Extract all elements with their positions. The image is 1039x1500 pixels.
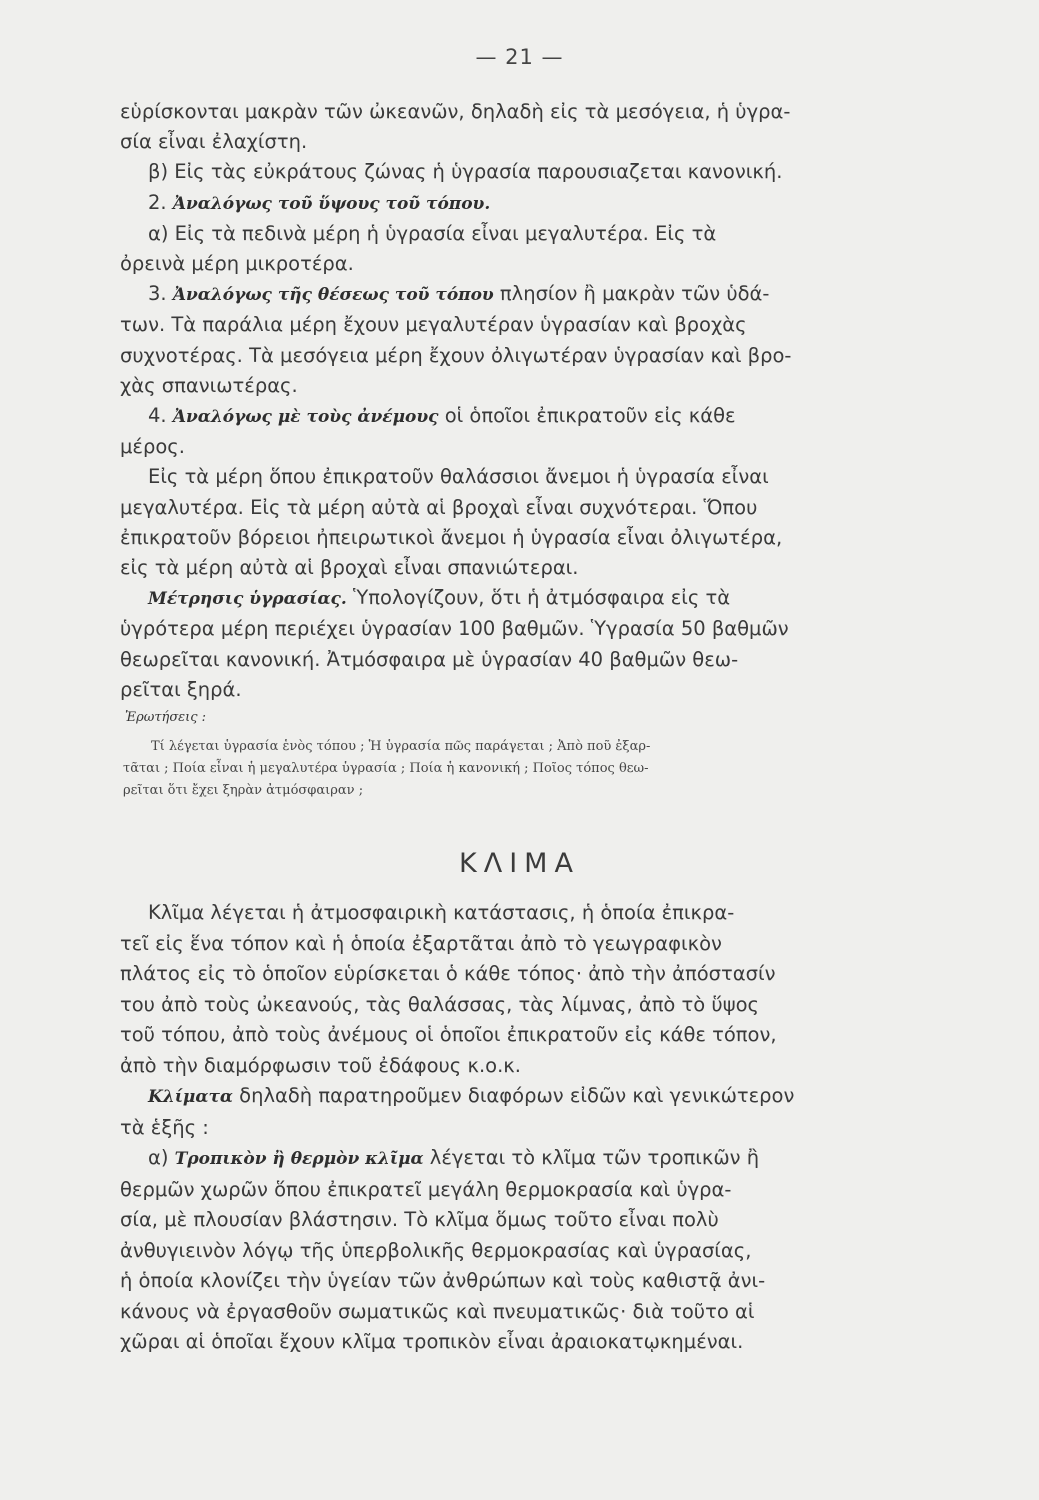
text-line [120, 188, 880, 219]
line-text: πλησίον ἢ μακρὰν τῶν ὑδά- [493, 282, 770, 306]
line-text: λέγεται τὸ κλῖμα τῶν τροπικῶν ἢ [423, 1146, 760, 1169]
humidity-text-block [120, 97, 880, 705]
line-text: θερμῶν χωρῶν ὅπου ἐπικρατεῖ μεγάλη θερμοκρασία καὶ ὑγρα- [120, 1177, 732, 1201]
line-text: χὰς σπανιωτέρας. [120, 373, 298, 397]
text-line [120, 127, 880, 157]
text-line [120, 1327, 880, 1358]
text-line [120, 675, 880, 705]
text-line [120, 959, 880, 990]
line-text: τοῦ τόπου, ἀπὸ τοὺς ἀνέμους οἱ ὁποῖοι ἐπικρατοῦν εἰς κάθε τόπον, [120, 1023, 777, 1046]
line-text: των. Τὰ παράλια μέρη ἔχουν μεγαλυτέραν ὑγρασίαν καὶ βροχὰς [120, 313, 747, 337]
text-line [120, 401, 880, 432]
text-line [120, 432, 880, 462]
line-text: τὰ ἑξῆς : [120, 1115, 209, 1139]
text-line [120, 1113, 880, 1144]
line-text: δηλαδὴ παρατηροῦμεν διαφόρων εἰδῶν καὶ γενικώτερον [232, 1084, 795, 1107]
line-text: ὀρεινὰ μέρη μικροτέρα. [120, 252, 354, 276]
text-line [120, 1205, 880, 1236]
line-text: Κλῖμα λέγεται ἡ ἀτμοσφαιρικὴ κατάστασις, ἡ ὁποία ἐπικρα- [148, 901, 735, 924]
emphasis-heading: Κλίματα [148, 1087, 233, 1107]
text-line [120, 990, 880, 1021]
text-line [120, 1051, 880, 1082]
text-line [120, 1020, 880, 1051]
text-line [120, 493, 880, 523]
line-text: ἀνθυγιεινὸν λόγῳ τῆς ὑπερβολικῆς θερμοκρασίας καὶ ὑγρασίας, [120, 1238, 752, 1262]
line-text: 2. [148, 190, 173, 214]
climate-text-block [120, 898, 880, 1358]
emphasis-heading: Μέτρησις ὑγρασίας. [148, 589, 347, 610]
line-text: μέρος. [120, 435, 185, 459]
text-line [120, 1143, 880, 1175]
line-text: σία εἶναι ἐλαχίστη. [120, 130, 308, 154]
questions-heading: Ἐρωτήσεις : [125, 710, 207, 725]
text-line [120, 219, 880, 249]
line-text: πλάτος εἰς τὸ ὁποῖον εὑρίσκεται ὁ κάθε τόπος· ἀπὸ τὴν ἀπόστασίν [120, 962, 776, 985]
text-line [120, 462, 880, 492]
text-line [120, 1266, 880, 1297]
line-text: εὑρίσκονται μακρὰν τῶν ὠκεανῶν, δηλαδὴ εἰς τὰ μεσόγεια, ἡ ὑγρα- [120, 100, 791, 123]
emphasis-heading: Τροπικὸν ἢ θερμὸν κλῖμα [174, 1149, 424, 1169]
text-line [120, 279, 880, 310]
line-text: σία, μὲ πλουσίαν βλάστησιν. Τὸ κλῖμα ὅμως τοῦτο εἶναι πολὺ [120, 1208, 719, 1231]
line-text: του ἀπὸ τοὺς ὠκεανούς, τὰς θαλάσσας, τὰς λίμνας, ἀπὸ τὸ ὕψος [120, 992, 759, 1016]
line-text: ἐπικρατοῦν βόρειοι ἠπειρωτικοὶ ἄνεμοι ἡ ὑγρασία εἶναι ὀλιγωτέρα, [120, 525, 783, 549]
line-text: Εἰς τὰ μέρη ὅπου ἐπικρατοῦν θαλάσσιοι ἄνεμοι ἡ ὑγρασία εἶναι [148, 465, 769, 489]
line-text: τεῖ εἰς ἕνα τόπον καὶ ἡ ὁποία ἐξαρτᾶται ἀπὸ τὸ γεωγραφικὸν [120, 931, 722, 955]
text-line [120, 553, 880, 583]
emphasis-heading: Ἀναλόγως μὲ τοὺς ἀνέμους [172, 407, 439, 428]
text-line [120, 249, 880, 279]
line-text: ὑγρότερα μέρη περιέχει ὑγρασίαν 100 βαθμῶν. Ὑγρασία 50 βαθμῶν [120, 617, 789, 641]
question-line: ρεῖται ὅτι ἔχει ξηρὰν ἀτμόσφαιραν ; [123, 783, 364, 798]
line-text: εἰς τὰ μέρη αὐτὰ αἱ βροχαὶ εἶναι σπανιώτεραι. [120, 556, 579, 580]
text-line [120, 371, 880, 401]
text-line [120, 523, 880, 553]
line-text: ρεῖται ξηρά. [120, 677, 242, 701]
text-line [120, 645, 880, 675]
line-text: οἱ ὁποῖοι ἐπικρατοῦν εἰς κάθε [438, 404, 736, 428]
line-text: α) [148, 1146, 175, 1169]
text-line [120, 157, 880, 187]
line-text: κάνους νὰ ἐργασθοῦν σωματικῶς καὶ πνευματικῶς· διὰ τοῦτο αἱ [120, 1299, 755, 1323]
text-line [120, 97, 880, 127]
line-text: β) Εἰς τὰς εὐκράτους ζώνας ἡ ὑγρασία παρουσιαζεται κανονική. [148, 160, 783, 184]
line-text: Ὑπολογίζουν, ὅτι ἡ ἀτμόσφαιρα εἰς τὰ [346, 586, 731, 610]
line-text: 4. [148, 404, 173, 428]
text-line [120, 898, 880, 929]
line-text: χῶραι αἱ ὁποῖαι ἔχουν κλῖμα τροπικὸν εἶναι ἀραιοκατῳκημέναι. [120, 1330, 744, 1353]
line-text: ἀπὸ τὴν διαμόρφωσιν τοῦ ἐδάφους κ.ο.κ. [120, 1053, 521, 1077]
text-line [120, 614, 880, 644]
line-text: μεγαλυτέρα. Εἰς τὰ μέρη αὐτὰ αἱ βροχαὶ εἶναι συχνότεραι. Ὅπου [120, 495, 758, 519]
emphasis-heading: Ἀναλόγως τοῦ ὕψους τοῦ τόπου. [172, 193, 491, 214]
line-text: συχνοτέρας. Τὰ μεσόγεια μέρη ἔχουν ὀλιγωτέραν ὑγρασίαν καὶ βρο- [120, 343, 792, 367]
line-text: 3. [148, 282, 173, 306]
text-line [120, 1297, 880, 1328]
line-text: α) Εἰς τὰ πεδινὰ μέρη ἡ ὑγρασία εἶναι μεγαλυτέρα. Εἰς τὰ [148, 221, 717, 245]
question-line: Τί λέγεται ὑγρασία ἑνὸς τόπου ; Ἡ ὑγρασία πῶς παράγεται ; Ἀπὸ ποῦ ἐξαρ- [151, 739, 651, 754]
section-title: ΚΛΙΜΑ [459, 848, 580, 879]
page-number: — 21 — [475, 45, 564, 69]
line-text: ἡ ὁποία κλονίζει τὴν ὑγείαν τῶν ἀνθρώπων καὶ τοὺς καθιστᾷ ἀνι- [120, 1269, 766, 1292]
text-line [120, 1175, 880, 1206]
text-line [120, 1081, 880, 1113]
text-line [120, 1236, 880, 1267]
questions-block [123, 736, 883, 802]
text-line [120, 929, 880, 960]
emphasis-heading: Ἀναλόγως τῆς θέσεως τοῦ τόπου [172, 285, 494, 306]
text-line [120, 341, 880, 371]
question-line: τᾶται ; Ποία εἶναι ἡ μεγαλυτέρα ὑγρασία ; Ποία ἡ κανονική ; Ποῖος τόπος θεω- [123, 761, 649, 776]
text-line [120, 310, 880, 340]
text-line [120, 583, 880, 614]
line-text: θεωρεῖται κανονική. Ἀτμόσφαιρα μὲ ὑγρασίαν 40 βαθμῶν θεω- [120, 647, 739, 671]
